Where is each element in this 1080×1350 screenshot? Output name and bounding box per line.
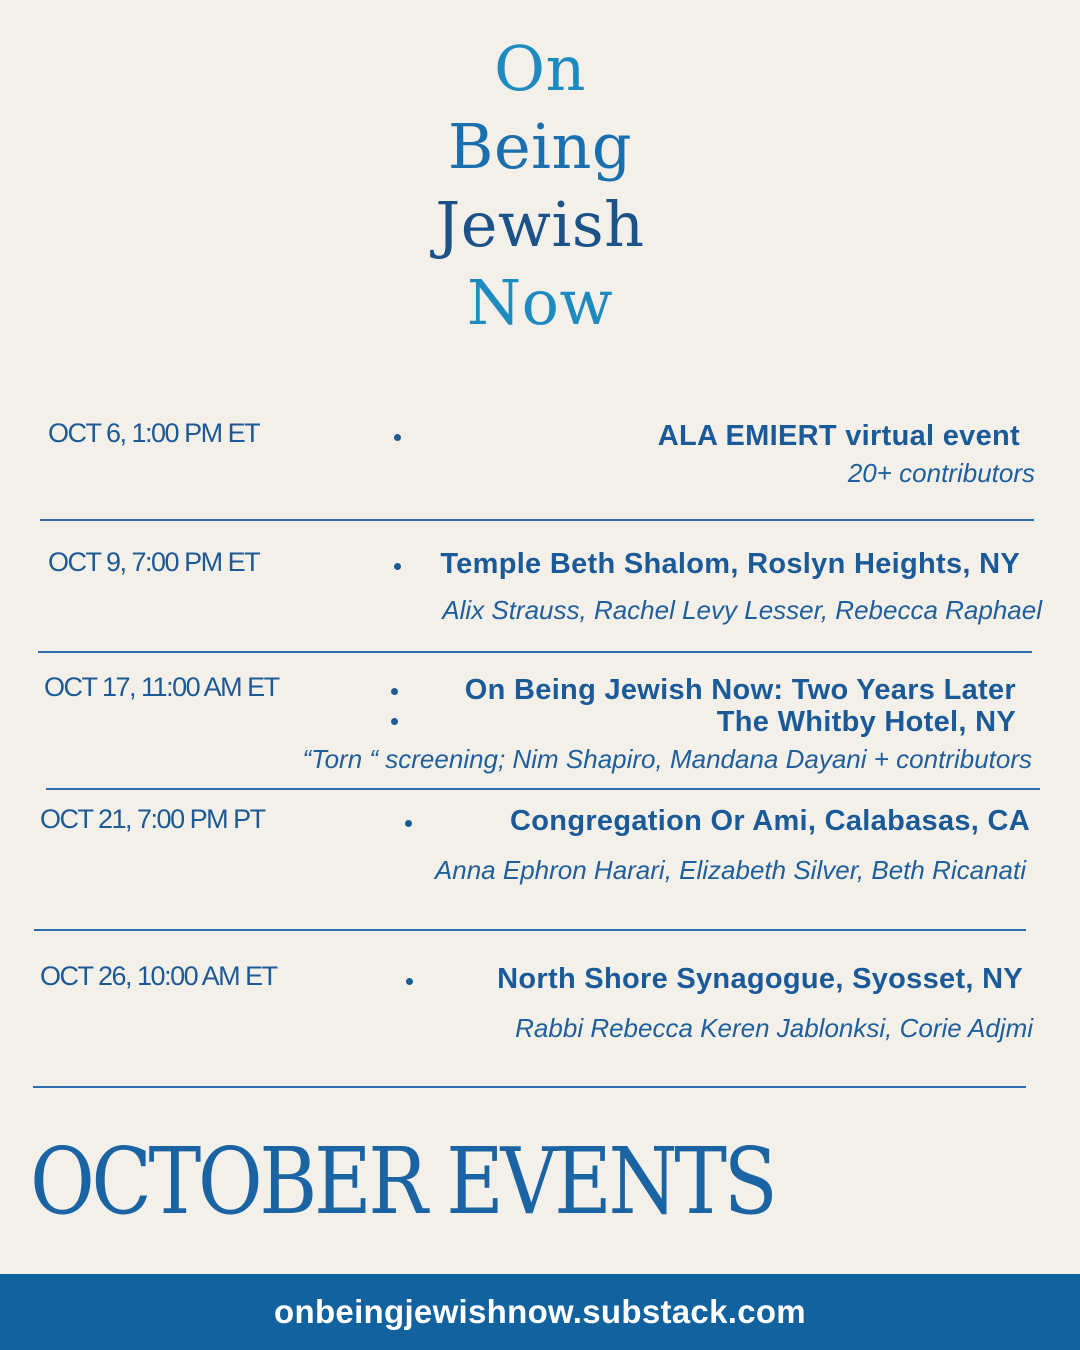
divider xyxy=(38,651,1032,653)
bullet-icon xyxy=(391,718,398,725)
event-people: 20+ contributors xyxy=(847,458,1035,488)
event-date: OCT 6, 1:00 PM ET xyxy=(48,418,260,448)
title-line-3: Jewish xyxy=(435,188,645,261)
bullet-icon xyxy=(394,434,401,441)
bullet-icon xyxy=(406,978,413,985)
divider xyxy=(33,1086,1026,1088)
title-line-4: Now xyxy=(466,266,614,339)
event-people: Anna Ephron Harari, Elizabeth Silver, Beth Ricanati xyxy=(434,855,1026,885)
title-line-1: On xyxy=(494,32,586,105)
event-people: “Torn “ screening; Nim Shapiro, Mandana Dayani + contributors xyxy=(302,744,1032,774)
divider xyxy=(34,929,1026,931)
bullet-icon xyxy=(405,820,412,827)
book-title xyxy=(0,30,1080,342)
event-venue: North Shore Synagogue, Syosset, NY xyxy=(497,963,1023,995)
event-date: OCT 26, 10:00 AM ET xyxy=(40,961,277,991)
website-link[interactable]: onbeingjewishnow.substack.com xyxy=(274,1293,806,1330)
event-people: Alix Strauss, Rachel Levy Lesser, Rebecca Raphael xyxy=(442,595,1042,625)
event-venue: On Being Jewish Now: Two Years Later xyxy=(464,674,1016,706)
divider xyxy=(40,519,1034,521)
bullet-icon xyxy=(394,563,401,570)
divider xyxy=(46,788,1040,790)
title-line-2: Being xyxy=(447,110,633,183)
event-venue: The Whitby Hotel, NY xyxy=(716,706,1016,738)
event-venue: Temple Beth Shalom, Roslyn Heights, NY xyxy=(440,548,1020,580)
event-date: OCT 21, 7:00 PM PT xyxy=(40,804,265,834)
bullet-icon xyxy=(391,688,398,695)
page-heading: OCTOBER EVENTS xyxy=(30,1128,775,1235)
footer-bar xyxy=(0,1274,1080,1350)
event-date: OCT 9, 7:00 PM ET xyxy=(48,547,260,577)
event-venue: ALA EMIERT virtual event xyxy=(657,420,1020,452)
event-date: OCT 17, 11:00 AM ET xyxy=(44,672,279,702)
event-venue: Congregation Or Ami, Calabasas, CA xyxy=(510,805,1030,837)
event-people: Rabbi Rebecca Keren Jablonksi, Corie Adjmi xyxy=(515,1013,1033,1043)
